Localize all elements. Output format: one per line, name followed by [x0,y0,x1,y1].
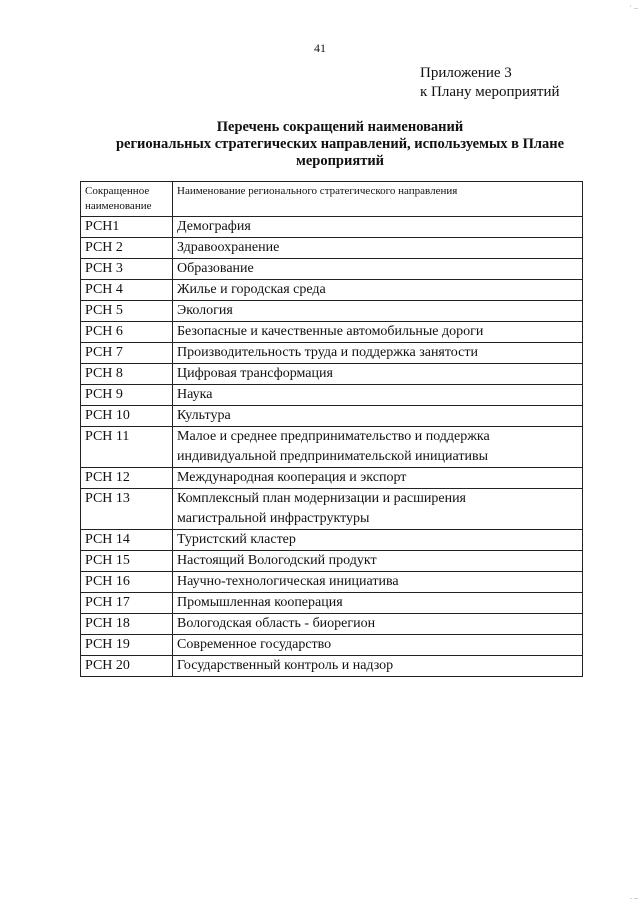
table-row [81,635,583,656]
title-line-2: региональных стратегических направлений, используемых в Плане [115,136,565,152]
title-line-3: мероприятий [295,153,385,169]
row-direction-line: индивидуальной предпринимательской инициативы [177,449,489,464]
row-direction-name [173,656,583,677]
table-row [81,593,583,614]
row-code: РСН 4 [81,280,173,301]
row-direction-line: Производительность труда и поддержка занятости [177,345,478,360]
table-row [81,572,583,593]
appendix-note [420,64,560,102]
row-direction-name [173,343,583,364]
table-row [81,656,583,677]
row-direction-line: Государственный контроль и надзор [177,658,394,673]
row-code: РСН 8 [81,364,173,385]
table-row [81,364,583,385]
table-row [81,301,583,322]
abbreviations-table [80,181,583,677]
header-abbreviation-line-1: Сокращенное [85,185,150,197]
document-title [80,119,600,170]
row-direction-name [173,301,583,322]
row-direction-line: Демография [177,219,251,234]
header-abbreviation [81,182,173,217]
row-code: РСН 14 [81,530,173,551]
header-abbreviation-line-2: наименование [85,200,152,212]
row-direction-name [173,635,583,656]
scan-mark-top: · .. [629,2,638,11]
table-header-row [81,182,583,217]
row-code: РСН 6 [81,322,173,343]
row-direction-line: Наука [177,387,213,402]
table-row [81,259,583,280]
row-direction-name [173,427,583,468]
row-direction-name [173,364,583,385]
row-code: РСН 10 [81,406,173,427]
title-line-1: Перечень сокращений наименований [216,119,464,135]
table-row [81,614,583,635]
table-row [81,489,583,530]
row-direction-line: Экология [177,303,233,318]
table-row [81,238,583,259]
row-direction-line: Цифровая трансформация [177,366,333,381]
row-direction-name [173,530,583,551]
table-row [81,427,583,468]
row-code: РСН 15 [81,551,173,572]
row-direction-line: Современное государство [177,637,332,652]
row-direction-line: Образование [177,261,254,276]
table-row [81,468,583,489]
row-code: РСН 11 [81,427,173,468]
table-row [81,217,583,238]
row-direction-line: Жилье и городская среда [177,282,326,297]
row-direction-line: Настоящий Вологодский продукт [177,553,377,568]
row-direction-name [173,593,583,614]
row-direction-line: Международная кооперация и экспорт [177,470,407,485]
row-direction-line: Вологодская область - биорегион [177,616,376,631]
row-direction-name [173,406,583,427]
row-code: РСН 12 [81,468,173,489]
row-code: РСН 18 [81,614,173,635]
row-direction-name [173,489,583,530]
row-direction-line: Малое и среднее предпринимательство и поддержка [177,429,490,444]
row-direction-name [173,385,583,406]
table-row [81,343,583,364]
row-direction-line: Здравоохранение [177,240,280,255]
table-row [81,385,583,406]
row-direction-line: Туристский кластер [177,532,296,547]
row-direction-line: Научно-технологическая инициатива [177,574,399,589]
row-direction-name [173,280,583,301]
page-number: 41 [314,41,326,55]
row-direction-name [173,238,583,259]
table-body [81,217,583,677]
header-direction-name: Наименование регионального стратегического направления [173,182,583,217]
row-direction-name [173,468,583,489]
row-direction-line: магистральной инфраструктуры [177,511,370,526]
table-row [81,530,583,551]
row-direction-line: Безопасные и качественные автомобильные дороги [177,324,484,339]
row-direction-line: Культура [177,408,231,423]
table-row [81,406,583,427]
row-code: РСН 2 [81,238,173,259]
row-direction-line: Промышленная кооперация [177,595,343,610]
row-direction-name [173,217,583,238]
row-code: РСН 20 [81,656,173,677]
row-code: РСН 17 [81,593,173,614]
table-row [81,280,583,301]
row-code: РСН 3 [81,259,173,280]
table-row [81,322,583,343]
row-code: РСН 9 [81,385,173,406]
row-code: РСН 13 [81,489,173,530]
row-direction-name [173,614,583,635]
row-code: РСН1 [81,217,173,238]
scan-mark-bottom: . .. [630,892,638,901]
row-direction-name [173,572,583,593]
appendix-line-1: Приложение 3 [420,65,512,81]
row-direction-name [173,259,583,280]
row-direction-line: Комплексный план модернизации и расширения [177,491,466,506]
row-code: РСН 7 [81,343,173,364]
row-code: РСН 19 [81,635,173,656]
table-row [81,551,583,572]
row-direction-name [173,551,583,572]
row-code: РСН 16 [81,572,173,593]
row-code: РСН 5 [81,301,173,322]
row-direction-name [173,322,583,343]
appendix-line-2: к Плану мероприятий [420,84,560,100]
